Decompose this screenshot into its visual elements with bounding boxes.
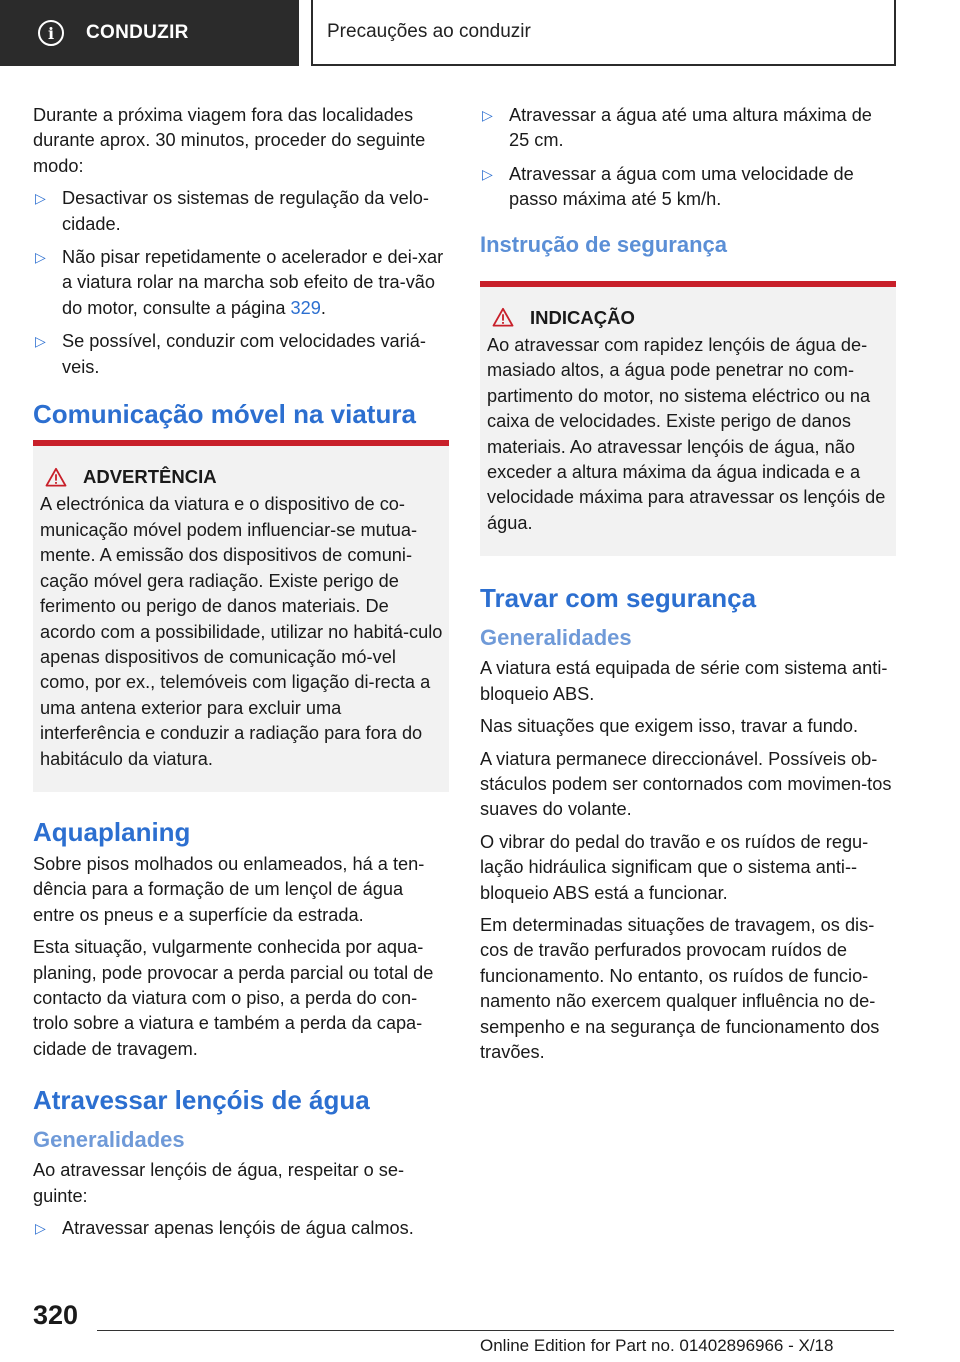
bullet-triangle-icon: ▷ [35, 1220, 46, 1236]
footer-divider [97, 1330, 894, 1331]
bullet-triangle-icon: ▷ [35, 249, 46, 266]
right-column [480, 103, 896, 1072]
braking-paragraph-3: A viatura permanece direccionável. Possíveis ob-stáculos podem ser contornados com movimen-tos suaves do volante. [480, 748, 892, 820]
notice-text: Ao atravessar com rapidez lençóis de água de-masiado altos, a água pode penetrar no com-partimento do motor, no sistema eléctrico ou na caixa de velocidades. Existe perigo de danos materiais. Ao atravessar lençóis de água, não exceder a altura máxima da água indicada e a velocidade máxima para atravessar os lençóis de água. [487, 335, 886, 533]
page-header [0, 0, 960, 66]
warning-title: ADVERTÊNCIA [83, 466, 217, 488]
list-item: ▷ Se possível, conduzir com velocidades variá-veis. [35, 331, 426, 377]
heading-water-crossing: Atravessar lençóis de água [33, 1085, 370, 1116]
warning-title-row [40, 464, 443, 489]
braking-paragraph-1: A viatura está equipada de série com sistema anti-bloqueio ABS. [480, 658, 888, 704]
info-icon: i [38, 20, 64, 46]
notice-title: INDICAÇÃO [530, 306, 635, 328]
subheading-safety: Instrução de segurança [480, 231, 727, 257]
section-title: CONDUZIR [86, 22, 189, 43]
heading-mobile-communication: Comunicação móvel na viatura [33, 399, 416, 430]
page-link-329[interactable]: 329 [290, 297, 321, 318]
chapter-box [311, 0, 896, 66]
left-column [33, 103, 449, 1249]
warning-triangle-icon [45, 467, 67, 487]
heading-safe-braking: Travar com segurança [480, 583, 757, 614]
heading-aquaplaning: Aquaplaning [33, 816, 191, 847]
list-item: ▷ Não pisar repetidamente o acelerador e dei-xar a viatura rolar na marcha sob efeito de tra-vão do motor, consulte a página 329. [35, 247, 444, 318]
intro-paragraph: Durante a próxima viagem fora das localidades durante aprox. 30 minutos, proceder do seguinte modo: [33, 105, 426, 176]
list-item: ▷ Atravessar a água até uma altura máxima de 25 cm. [482, 105, 872, 151]
chapter-title: Precauções ao conduzir [327, 21, 531, 42]
footer-edition: Online Edition for Part no. 01402896966 - X/18 [480, 1336, 834, 1355]
warning-triangle-icon [492, 307, 514, 327]
braking-paragraph-4: O vibrar do pedal do travão e os ruídos de regu-lação hidráulica significam que o sistema anti--bloqueio ABS está a funcionar. [480, 831, 869, 903]
notice-title-row [487, 305, 890, 330]
braking-paragraph-2: Nas situações que exigem isso, travar a fundo. [480, 716, 859, 737]
subheading-general: Generalidades [480, 625, 632, 651]
regulation-list [33, 186, 449, 380]
bullet-triangle-icon: ▷ [35, 333, 46, 350]
page-number: 320 [33, 1300, 79, 1330]
list-item: ▷ Atravessar a água com uma velocidade de passo máxima até 5 km/h. [482, 163, 854, 210]
warning-text: A electrónica da viatura e o dispositivo de co-municação móvel podem influenciar-se mutua-mente. A emissão dos dispositivos de comuni-cação móvel gera radiação. Existe perigo de ferimento ou perigo de danos materiais. De acordo com a possibilidade, utilizar no habitá-culo apenas dispositivos de comunicação mó-vel como, por ex., telemóveis com ligação di-recta a uma antena exterior para excluir uma interferência e conduzir a radiação para fora do habitáculo da viatura. [40, 494, 443, 769]
aquaplaning-paragraph-2: Esta situação, vulgarmente conhecida por aqua-planing, pode provocar a perda parcial ou total de contacto da viatura com o piso, a perda do con-trolo sobre a viatura e também a perda da capa-cidade de travagem. [33, 937, 434, 1059]
notice-box [480, 281, 896, 557]
bullet-triangle-icon: ▷ [482, 165, 493, 182]
warning-box [33, 440, 449, 792]
water-paragraph: Ao atravessar lençóis de água, respeitar o se-guinte: [33, 1160, 405, 1206]
bullet-triangle-icon: ▷ [482, 107, 493, 123]
water-list [33, 1216, 449, 1241]
subheading-general: Generalidades [33, 1127, 185, 1153]
aquaplaning-paragraph-1: Sobre pisos molhados ou enlameados, há a ten-dência para a formação de um lençol de água entre os pneus e a superfície da estrada. [33, 853, 425, 925]
water-list-continued [480, 103, 896, 213]
list-item: ▷ Desactivar os sistemas de regulação da velo-cidade. [35, 188, 429, 234]
section-tab [0, 0, 299, 66]
braking-paragraph-5: Em determinadas situações de travagem, os dis-cos de travão perfurados provocam ruídos de funcionamento. No entanto, os ruídos de funcio-namento não exercem qualquer influência no de-sempenho e na segurança de funcionamento dos travões. [480, 914, 880, 1062]
list-item: ▷ Atravessar apenas lençóis de água calmos. [33, 1216, 449, 1241]
bullet-triangle-icon: ▷ [35, 190, 46, 207]
